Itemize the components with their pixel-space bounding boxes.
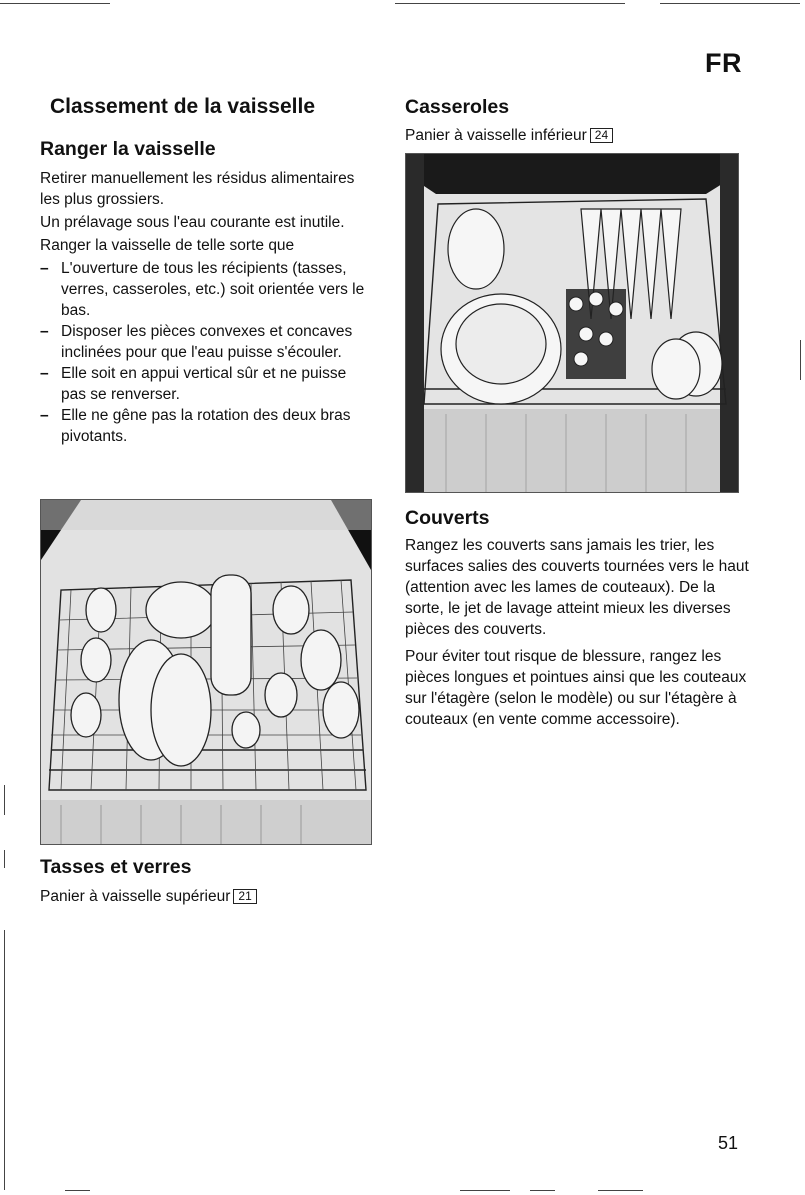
- ranger-paragraph-1: Retirer manuellement les résidus alimentaires les plus grossiers.: [40, 170, 355, 208]
- upper-basket-photo: [40, 499, 372, 845]
- tasses-caption-text: Panier à vaisselle supérieur: [40, 888, 231, 905]
- left-scan-mark-2: [4, 850, 5, 868]
- bottom-scan-line-4: [598, 1190, 643, 1191]
- couverts-body: [405, 535, 755, 732]
- ranger-body: [40, 168, 370, 447]
- bottom-scan-line-1: [65, 1190, 90, 1191]
- casseroles-caption: [405, 125, 613, 146]
- ranger-bullet-4: – Elle ne gêne pas la rotation des deux bras pivotants.: [40, 405, 370, 447]
- right-scan-mark: [800, 340, 801, 380]
- figure-ref-24: 24: [590, 128, 613, 143]
- page-number: 51: [718, 1133, 739, 1153]
- bottom-scan-line-3: [530, 1190, 555, 1191]
- section-heading-tasses: Tasses et verres: [40, 856, 192, 878]
- section-heading-casseroles: Casseroles: [405, 96, 510, 118]
- ranger-bullet-2: – Disposer les pièces convexes et concaves inclinées pour que l'eau puisse s'écouler.: [40, 321, 370, 363]
- top-scan-line-right: [660, 3, 800, 4]
- ranger-bullet-list: [40, 258, 370, 447]
- page-title: Classement de la vaisselle: [50, 95, 315, 118]
- bottom-scan-line-2: [460, 1190, 510, 1191]
- couverts-paragraph-2: Pour éviter tout risque de blessure, rangez les pièces longues et pointues ainsi que les couteaux sur l'étagère (selon le modèle) ou sur l'étagère à couteaux (en vente comme accessoire).: [405, 648, 747, 728]
- language-code: FR: [705, 48, 742, 78]
- ranger-bullet-1: – L'ouverture de tous les récipients (tasses, verres, casseroles, etc.) soit orientée vers le bas.: [40, 258, 370, 321]
- section-heading-ranger: Ranger la vaisselle: [40, 138, 216, 160]
- tasses-caption: [40, 886, 257, 907]
- section-heading-couverts: Couverts: [405, 507, 490, 529]
- casseroles-caption-text: Panier à vaisselle inférieur: [405, 127, 587, 144]
- ranger-bullet-3: – Elle soit en appui vertical sûr et ne puisse pas se renverser.: [40, 363, 370, 405]
- figure-ref-21: 21: [233, 889, 256, 904]
- top-scan-line-mid: [395, 3, 625, 4]
- top-scan-line-left: [0, 3, 110, 4]
- couverts-paragraph-1: Rangez les couverts sans jamais les trier, les surfaces salies des couverts tournées vers le haut (attention avec les lames de couteaux). De la sorte, le jet de lavage atteint mieux les diverses pièces des couverts.: [405, 537, 749, 638]
- ranger-paragraph-2: Un prélavage sous l'eau courante est inutile.: [40, 214, 345, 231]
- left-scan-mark-1: [4, 785, 5, 815]
- left-scan-mark-3: [4, 930, 5, 1190]
- lower-basket-photo: [405, 153, 739, 493]
- ranger-paragraph-3: Ranger la vaisselle de telle sorte que: [40, 237, 295, 254]
